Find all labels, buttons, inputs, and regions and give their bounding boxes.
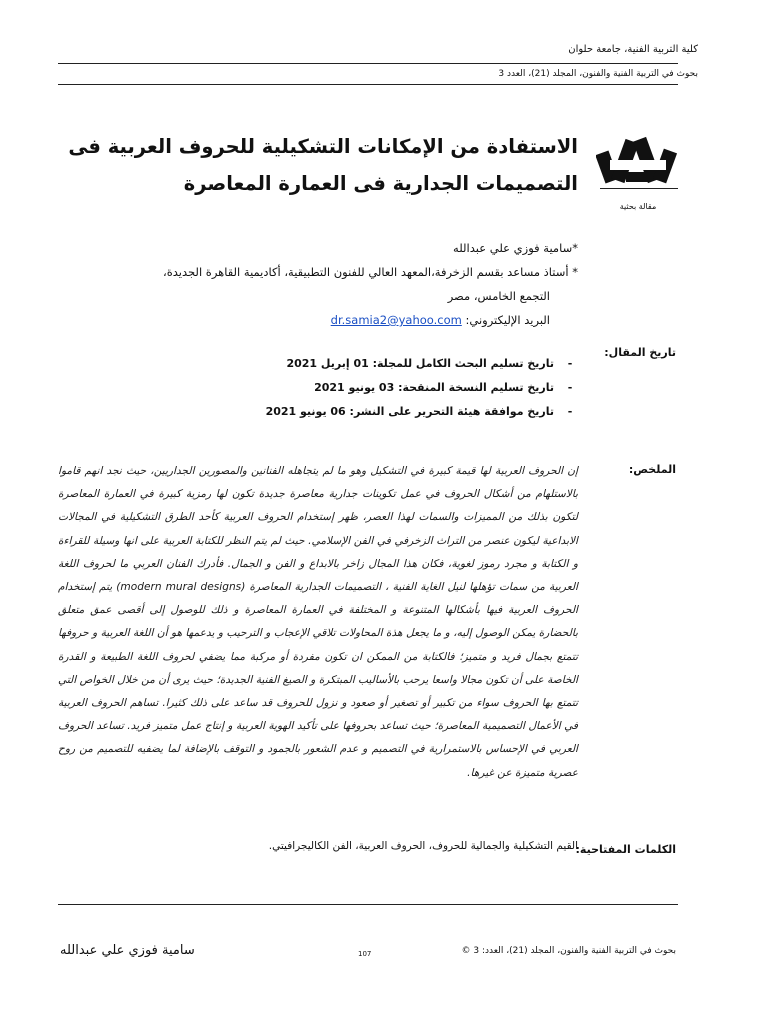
date-bullet: - — [567, 405, 573, 418]
author-name: *سامية فوزي علي عبدالله — [453, 241, 578, 255]
date-bullet: - — [567, 357, 573, 370]
date-text: تاريخ موافقة هيئة التحرير على النشر: 06 يونيو 2021 — [265, 405, 554, 418]
abstract-text: إن الحروف العربية لها قيمة كبيرة في التشكيل وهو ما لم يتجاهله الفنانين والمصورين الجداريين، حيث نجد انهم قاموا بالاستلهام من أشكال الحروف في عمل تكوينات جدارية معاصرة جديدة تكون لها رمزية كبيرة في العمارة المعاصرة لتكون بذلك من المميزات والسمات لهذا العصر، ظهر إستخدام الحروف العربية كأحد الطرق التشكيلية في المجالات الابداعية ليكون عنصر من التراث الزخرفي في الفن الإسلامي. حيث لم يتم النظر للكتابة العربية على انها وسيلة للقراءة و الكتابة و مجرد رموز لغوية، فكان هذا المجال زاخر بالابداع و الفن و الجمال. فأدرك الفنان العربي ما لحروف اللغة العربية من سمات تؤهلها لنيل الغاية الفنية ، التصميمات الجدارية المعاصرة (modern mural designs) يتم إستخدام الحروف العربية فيها بأشكالها المتنوعة و المختلفة في العمارة المعاصرة و ذلك للوصول إلى أقصى عمق متعلق بالحضارة يمكن الوصول إليه، و ما يجعل هذة المحاولات تلاقي الإعجاب و الترحيب و يدعمها هو أن اللغة العربية و حروفها تتمتع بجمال فريد و متميز؛ فالكتابة من الممكن ان تكون مفردة أو مركبة مما يضفي لحروف اللغة الطبيعة و القدرة الخاصة على أن تكون مجالا واسعا يرحب بالأساليب المبتكرة و الصيغ الفنية الجديدة؛ حيث يرى أن من خلال الخواص التي تتمتع بها الحروف سواء من تكبير أو تصغير أو صعود و نزول للحروف قد ساعد على ذلك كثيرا. تساهم الحروف العربية في الأعمال التصميمية المعاصرة؛ حيث تساعد بحروفها على تأكيد الهوية العربية و إنتاج عمل متميز فريد. تساعد الحروف العربي في الإحساس بالاستمرارية في التصميم و عدم الشعور بالجمود و التوقف بالإضافة لما يضفيه للتصميم من روح عصرية متميزة عن غيرها. — [58, 465, 579, 779]
author-affiliation-1: * أستاذ مساعد بقسم الزخرفة،المعهد العالي للفنون التطبيقية، أكاديمية القاهرة الجديدة، — [163, 265, 578, 279]
page-number: 107 — [358, 950, 372, 958]
title-line-2: التصميمات الجدارية فى العمارة المعاصرة — [183, 172, 578, 195]
dates-label: تاريخ المقال: — [604, 346, 676, 359]
footer-author: سامية فوزي علي عبدالله — [60, 943, 195, 958]
footer-citation: بحوث في التربية الفنية والفنون، المجلد (21)، العدد: 3 © — [461, 946, 676, 956]
header-institution: كلية التربية الفنية، جامعة حلوان — [568, 44, 698, 55]
date-text: تاريخ تسليم النسخة المنقحة: 03 يونيو 2021 — [314, 381, 554, 394]
email-label: البريد الإليكتروني: — [465, 313, 550, 327]
dates-list — [158, 352, 578, 424]
author-affiliation-2: التجمع الخامس، مصر — [447, 289, 550, 303]
date-text: تاريخ تسليم البحث الكامل للمجلة: 01 إبريل 2021 — [286, 357, 554, 370]
keywords-label: الكلمات المفتاحية: — [575, 843, 676, 856]
date-item — [158, 400, 578, 424]
journal-logo — [596, 132, 680, 194]
author-email-row — [18, 308, 550, 332]
logo-rule — [600, 188, 678, 189]
date-bullet: - — [567, 381, 573, 394]
abstract-label: الملخص: — [628, 463, 676, 476]
keywords-text: القيم التشكيلية والجمالية للحروف، الحروف العربية، الفن الكاليجرافيتي. — [268, 840, 578, 852]
date-item — [158, 352, 578, 376]
author-block — [18, 236, 578, 332]
email-link[interactable]: dr.samia2@yahoo.com — [330, 313, 462, 327]
footer-rule — [58, 904, 678, 905]
title-line-1: الاستفادة من الإمكانات التشكيلية للحروف العربية فى — [68, 135, 578, 158]
date-item — [158, 376, 578, 400]
header-rule-bottom — [58, 84, 678, 85]
article-title — [58, 128, 578, 202]
logo-caption: مقالة بحثية — [619, 202, 657, 211]
header-rule-top — [58, 63, 678, 64]
header-journal-issue: بحوث في التربية الفنية والفنون، المجلد (21)، العدد 3 — [498, 69, 698, 79]
